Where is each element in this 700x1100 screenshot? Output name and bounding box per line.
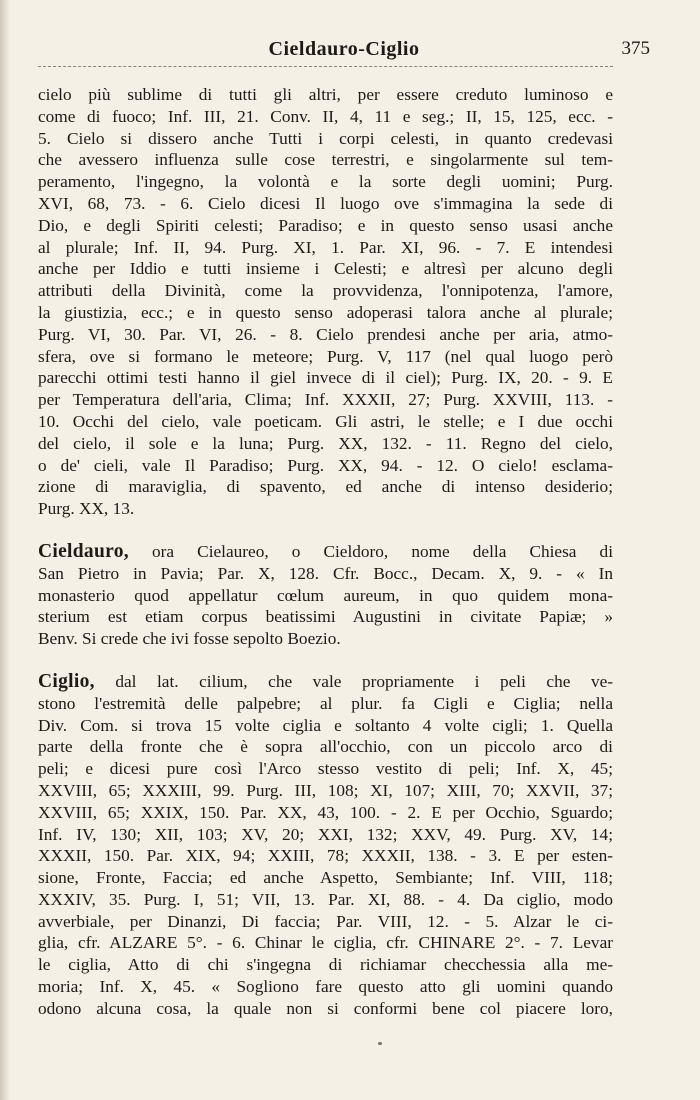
text-line: Benv. Si crede che ivi fosse sepolto Boezio. — [38, 629, 341, 649]
text-line: parecchi ottimi testi hanno il giel invece di il ciel); Purg. IX, 20. - 9. E — [38, 368, 613, 388]
text-line: cielo più sublime di tutti gli altri, per essere creduto luminoso e — [38, 85, 613, 104]
entry-cieldauro — [38, 541, 613, 650]
text-line: Purg. VI, 30. Par. VI, 26. - 8. Cielo prendesi anche per aria, atmo- — [38, 324, 613, 344]
text-line: peramento, l'ingegno, la volontà e la sorte degli uomini; Purg. — [38, 172, 613, 192]
text-line: zione di maraviglia, di spavento, ed anche di intenso desiderio; — [38, 477, 613, 497]
text-line: la giustizia, ecc.; e in questo senso adoperasi talora anche al plurale; — [38, 302, 613, 322]
text-line: dal lat. cilium, che vale propriamente i peli che ve- — [115, 671, 614, 691]
page-spine-shadow — [0, 0, 10, 1100]
header-rule — [38, 66, 613, 67]
headword: Cieldauro, — [38, 540, 129, 562]
text-line: odono alcuna cosa, la quale non si conformi bene col piacere loro, — [38, 998, 613, 1018]
text-line: XVI, 68, 73. - 6. Cielo dicesi Il luogo ove s'immagina la sede di — [38, 193, 613, 213]
text-line: Div. Com. si trova 15 volte ciglia e soltanto 4 volte cigli; 1. Quella — [38, 715, 613, 735]
entry-first-line — [38, 541, 613, 563]
text-line: Dio, e degli Spiriti celesti; Paradiso; e in questo senso usasi anche — [38, 215, 613, 235]
text-line: XXXIV, 35. Purg. I, 51; VII, 13. Par. XI, 88. - 4. Da ciglio, modo — [38, 889, 613, 909]
entry-first-line — [38, 671, 613, 693]
text-line: sfera, ove si formano le meteore; Purg. V, 117 (nel qual luogo però — [38, 346, 613, 366]
text-line: o de' cieli, vale Il Paradiso; Purg. XX, 94. - 12. O cielo! esclama- — [38, 455, 613, 475]
text-line: sione, Fronte, Faccia; ed anche Aspetto, Sembiante; Inf. VIII, 118; — [38, 868, 613, 888]
text-line: moria; Inf. X, 45. « Sogliono fare questo atto gli uomini quando — [38, 977, 613, 997]
text-line: anche per Iddio e tutti insieme i Celesti; e altresì per alcuno degli — [38, 259, 613, 279]
text-line: 5. Cielo si dissero anche Tutti i corpi celesti, in quanto credevasi — [38, 128, 613, 148]
page-number: 375 — [621, 38, 650, 59]
text-line: monasterio quod appellatur cœlum aureum, in quo quidem mona- — [38, 585, 613, 605]
text-line: parte della fronte che è sopra all'occhio, con un piccolo arco di — [38, 737, 613, 757]
dictionary-body — [38, 84, 613, 1020]
text-line: le ciglia, Atto di chi s'ingegna di richiamar checchessia alla me- — [38, 955, 613, 975]
text-line: ora Cielaureo, o Cieldoro, nome della Chiesa di — [152, 541, 613, 561]
running-title: Cieldauro-Ciglio — [268, 38, 420, 60]
text-line: peli; e dicesi pure così l'Arco stesso vestito di peli; Inf. X, 45; — [38, 759, 613, 779]
text-line: attributi della Divinità, come la provvidenza, l'onnipotenza, l'amore, — [38, 281, 613, 301]
text-line: San Pietro in Pavia; Par. X, 128. Cfr. Bocc., Decam. X, 9. - « In — [38, 563, 613, 583]
text-line: al plurale; Inf. II, 94. Purg. XI, 1. Par. XI, 96. - 7. E intendesi — [38, 237, 613, 257]
text-line: glia, cfr. ALZARE 5°. - 6. Chinar le ciglia, cfr. CHINARE 2°. - 7. Levar — [38, 933, 613, 953]
text-line: XXVIII, 65; XXXIII, 99. Purg. III, 108; XI, 107; XIII, 70; XXVII, 37; — [38, 780, 613, 800]
text-line: XXXII, 150. Par. XIX, 94; XXIII, 78; XXXII, 138. - 3. E per esten- — [38, 846, 613, 866]
text-line: 10. Occhi del cielo, vale poeticam. Gli astri, le stelle; e I due occhi — [38, 411, 613, 431]
text-line: come di fuoco; Inf. III, 21. Conv. II, 4, 11 e seg.; II, 15, 125, ecc. - — [38, 106, 613, 126]
text-line: del cielo, il sole e la luna; Purg. XX, 132. - 11. Regno del cielo, — [38, 433, 613, 453]
headword: Ciglio, — [38, 670, 95, 692]
entry-ciglio — [38, 671, 613, 1020]
text-line: stono l'estremità delle palpebre; al plur. fa Cigli e Ciglia; nella — [38, 693, 613, 713]
text-line: che avessero influenza sulle cose terrestri, e singolarmente sul tem- — [38, 150, 613, 170]
text-line: Inf. IV, 130; XII, 103; XV, 20; XXI, 132; XXV, 49. Purg. XV, 14; — [38, 824, 613, 844]
ink-speck — [378, 1042, 382, 1045]
entry-cielo-continuation — [38, 84, 613, 520]
text-line: Purg. XX, 13. — [38, 499, 135, 519]
text-line: sterium est etiam corpus beatissimi Augustini in civitate Papiæ; » — [38, 607, 613, 627]
text-line: XXVIII, 65; XXIX, 150. Par. XX, 43, 100. - 2. E per Occhio, Sguardo; — [38, 802, 613, 822]
running-header — [38, 38, 650, 68]
text-line: per Temperatura dell'aria, Clima; Inf. XXXII, 27; Purg. XXVIII, 113. - — [38, 390, 613, 410]
text-line: avverbiale, per Dinanzi, Di faccia; Par. VIII, 12. - 5. Alzar le ci- — [38, 911, 613, 931]
